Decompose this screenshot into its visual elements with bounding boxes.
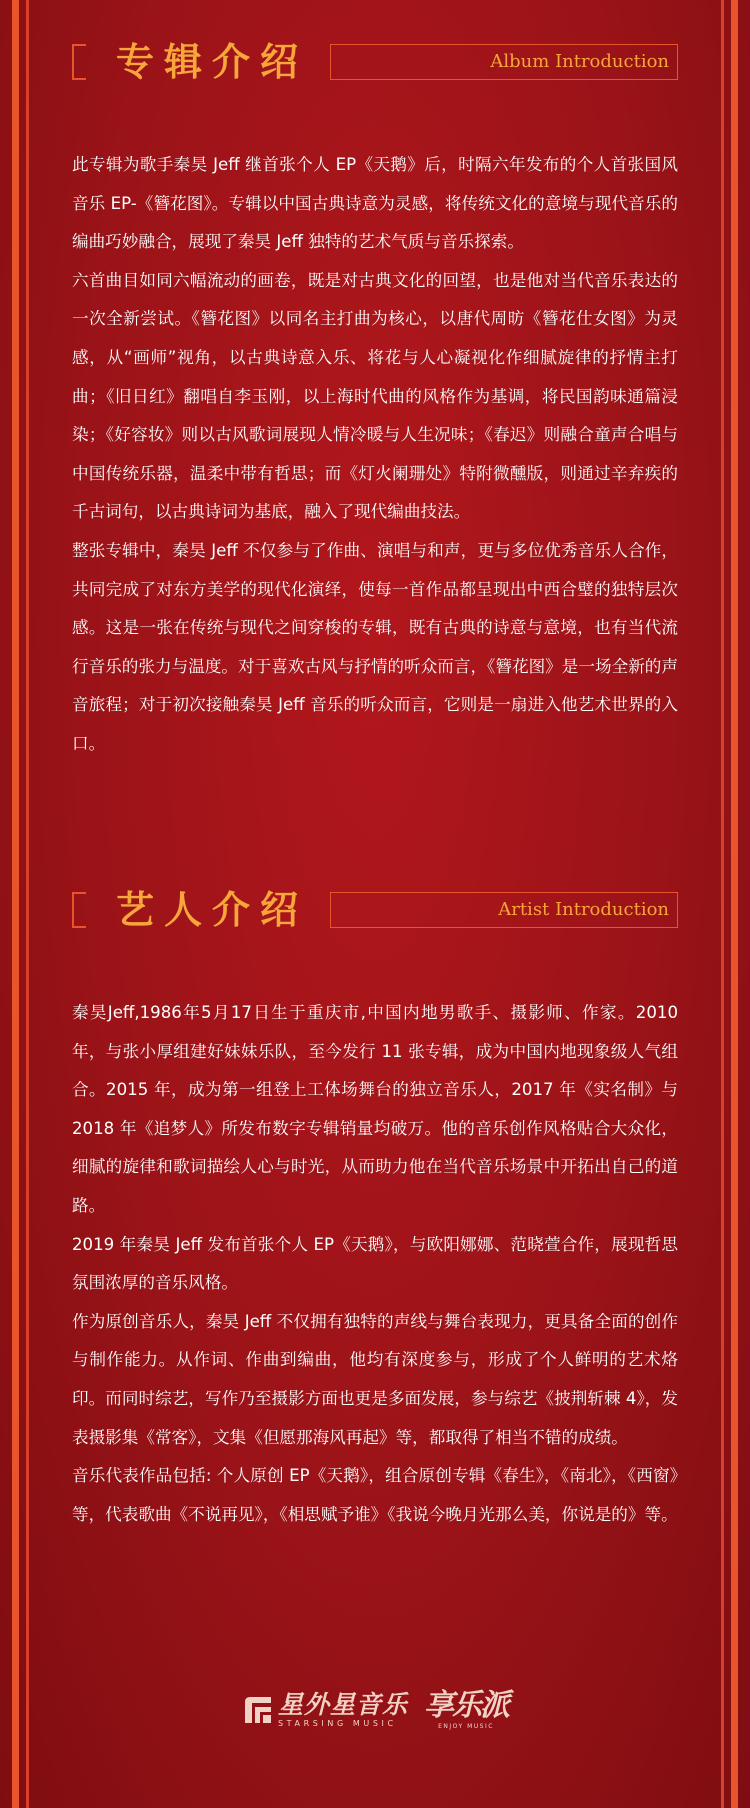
starsing-logo-icon xyxy=(242,1694,274,1726)
artist-introduction-section xyxy=(72,884,678,1534)
starsing-logo-en: STARSING MUSIC xyxy=(277,1718,397,1728)
album-introduction-section xyxy=(72,36,678,764)
album-paragraph: 整张专辑中，秦昊 Jeff 不仅参与了作曲、演唱与和声，更与多位优秀音乐人合作，共同完成了对东方美学的现代化演绎，使每一首作品都呈现出中西合璧的独特层次感。这是一张在传统与现代之间穿梭的专辑，既有古典的诗意与意境，也有当代流行音乐的张力与温度。对于喜欢古风与抒情的听众而言，《簪花图》是一场全新的声音旅程；对于初次接触秦昊 Jeff 音乐的听众而言，它则是一扇进入他艺术世界的入口。 xyxy=(72,540,678,753)
album-section-subtitle: Album Introduction xyxy=(330,44,678,80)
header-bracket-decoration xyxy=(72,44,86,80)
artist-paragraph: 作为原创音乐人，秦昊 Jeff 不仅拥有独特的声线与舞台表现力，更具备全面的创作与制作能力。从作词、作曲到编曲，他均有深度参与，形成了个人鲜明的艺术烙印。而同时综艺，写作乃至摄影方面也更是多面发展，参与综艺《披荆斩棘 4》，发表摄影集《常客》，文集《但愿那海风再起》等，都取得了相当不错的成绩。 xyxy=(72,1311,678,1447)
artist-section-title: 艺人介绍 xyxy=(116,887,309,932)
artist-paragraph: 音乐代表作品包括: 个人原创 EP《天鹅》，组合原创专辑《春生》，《南北》，《西窗》等，代表歌曲《不说再见》，《相思赋予谁》《我说今晚月光那么美，你说是的》等。 xyxy=(72,1466,678,1524)
left-border-stripe xyxy=(12,0,19,1808)
left-border-line xyxy=(26,0,29,1808)
right-border-line xyxy=(721,0,724,1808)
right-border-stripe xyxy=(731,0,738,1808)
artist-introduction-body xyxy=(72,994,678,1534)
enjoy-logo-en: ENJOY MUSIC xyxy=(438,1722,494,1730)
starsing-music-logo xyxy=(242,1689,408,1729)
enjoy-music-logo xyxy=(424,1687,508,1731)
artist-paragraph: 秦昊Jeff,1986年5月17日生于重庆市,中国内地男歌手、摄影师、作家。2010 年，与张小厚组建好妹妹乐队，至今发行 11 张专辑，成为中国内地现象级人气组合。2015 年，成为第一组登上工体场舞台的独立音乐人，2017 年《实名制》与 2018 年《追梦人》所发布数字专辑销量均破万。他的音乐创作风格贴合大众化，细腻的旋律和歌词描绘人心与时光，从而助力他在当代音乐场景中开拓出自己的道路。 xyxy=(72,1003,678,1215)
footer-logos xyxy=(0,1680,750,1740)
header-bracket-decoration xyxy=(72,892,86,928)
artist-section-subtitle: Artist Introduction xyxy=(330,892,678,928)
album-paragraph: 六首曲目如同六幅流动的画卷，既是对古典文化的回望，也是他对当代音乐表达的一次全新尝试。《簪花图》以同名主打曲为核心，以唐代周昉《簪花仕女图》为灵感，从“画师”视角，以古典诗意入乐、将花与人心凝视化作细腻旋律的抒情主打曲；《旧日红》翻唱自李玉刚，以上海时代曲的风格作为基调，将民国韵味通篇浸染；《好容妆》则以古风歌词展现人情冷暖与人生况味；《春迟》则融合童声合唱与中国传统乐器，温柔中带有哲思；而《灯火阑珊处》特附微醺版，则通过辛弃疾的千古词句，以古典诗词为基底，融入了现代编曲技法。 xyxy=(72,270,678,522)
album-introduction-body xyxy=(72,146,678,764)
enjoy-logo-cn: 享乐派 xyxy=(424,1687,508,1723)
album-section-title: 专辑介绍 xyxy=(116,39,309,84)
artist-section-header xyxy=(72,884,678,936)
starsing-logo-cn: 星外星音乐 xyxy=(277,1689,408,1719)
album-section-header xyxy=(72,36,678,88)
album-paragraph: 此专辑为歌手秦昊 Jeff 继首张个人 EP《天鹅》后，时隔六年发布的个人首张国风音乐 EP-《簪花图》。专辑以中国古典诗意为灵感，将传统文化的意境与现代音乐的编曲巧妙融合，展现了秦昊 Jeff 独特的艺术气质与音乐探索。 xyxy=(72,155,678,252)
artist-paragraph: 2019 年秦昊 Jeff 发布首张个人 EP《天鹅》，与欧阳娜娜、范晓萱合作，展现哲思氛围浓厚的音乐风格。 xyxy=(72,1234,678,1293)
